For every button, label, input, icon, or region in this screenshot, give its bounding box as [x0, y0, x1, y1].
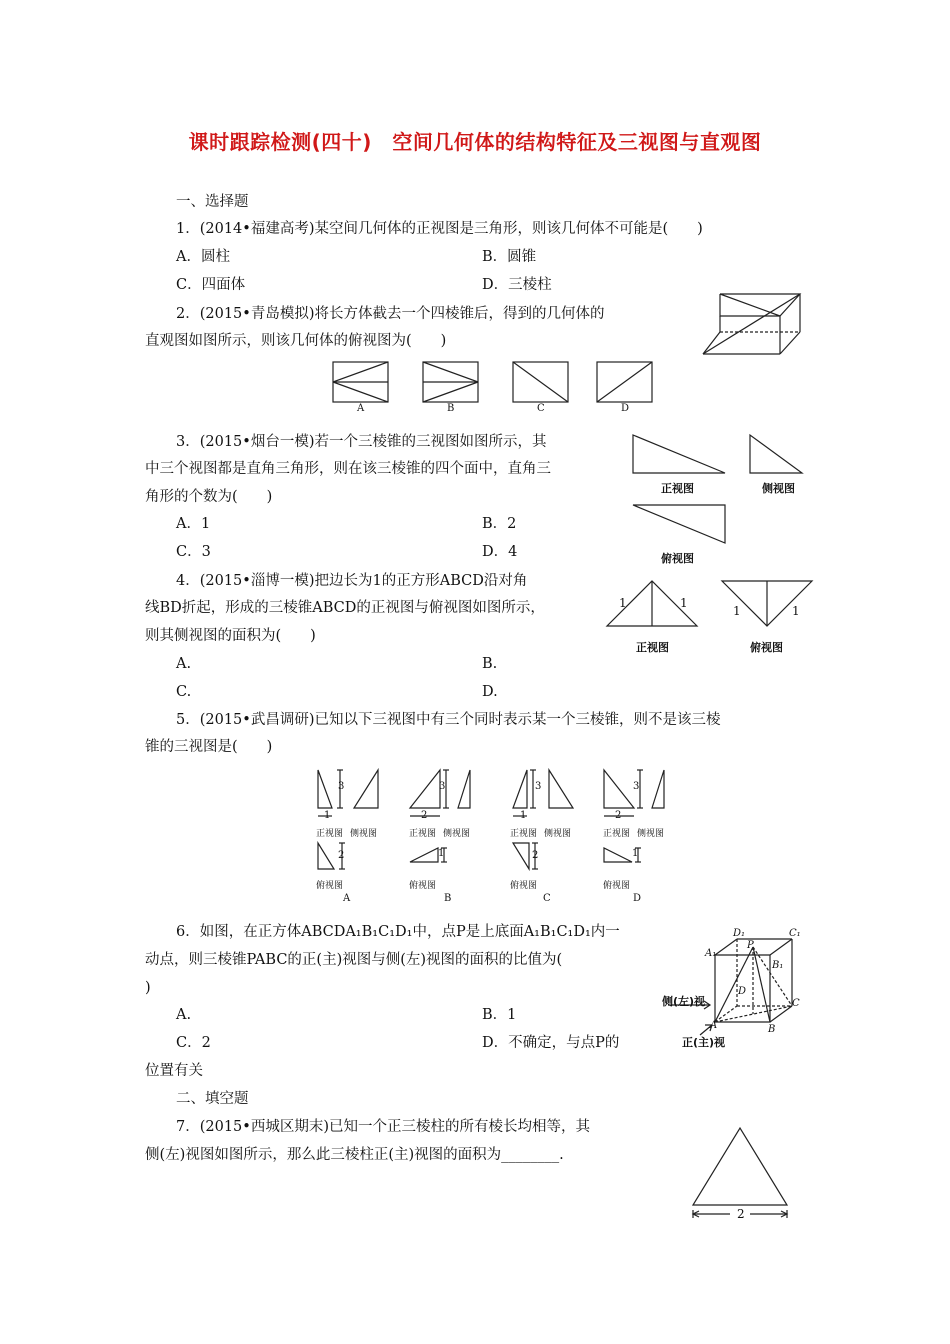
- q2-option-c-figure: [513, 362, 568, 402]
- q4-line1: 4．(2015•淄博一模)把边长为1的正方形ABCD沿对角: [176, 573, 528, 589]
- q3-option-a: A．1: [176, 516, 211, 532]
- q5-b-depth: 1: [438, 848, 445, 859]
- q2-label-d: D: [621, 403, 630, 414]
- q1-option-d: D．三棱柱: [482, 277, 552, 293]
- section-fill: 二、填空题: [176, 1091, 249, 1107]
- q2-label-b: B: [447, 403, 455, 414]
- q6-option-d-cont: 位置有关: [145, 1063, 203, 1079]
- q5-d-width: 2: [615, 810, 622, 821]
- q6-pt-b: B: [768, 1024, 776, 1035]
- q5-d-front-cap: 正视图: [603, 829, 631, 839]
- q4-front-side-left: 1: [619, 596, 627, 610]
- q6-pt-c1: C₁: [789, 928, 801, 939]
- q6-pt-a: A: [710, 1020, 718, 1031]
- q3-front-view-figure: [633, 435, 728, 475]
- q1-option-c: C．四面体: [176, 277, 246, 293]
- q7-base-dimension: 2: [737, 1207, 745, 1221]
- q5-line1: 5．(2015•武昌调研)已知以下三视图中有三个同时表示某一个三棱锥，则不是该三棱: [176, 712, 721, 728]
- q2-option-a-figure: [333, 362, 388, 402]
- q6-line3: ): [145, 980, 151, 996]
- q4-top-side-left: 1: [733, 604, 741, 618]
- q4-option-b: B.: [482, 656, 498, 672]
- q5-b-width: 2: [421, 810, 428, 821]
- q4-front-side-right: 1: [680, 596, 688, 610]
- q5-b-top-cap: 俯视图: [409, 881, 437, 891]
- q5-c-top-cap: 俯视图: [510, 881, 538, 891]
- q5-line2: 锥的三视图是( ): [145, 739, 273, 755]
- q4-option-d: D.: [482, 684, 498, 700]
- q4-line2: 线BD折起，形成的三棱锥ABCD的正视图与俯视图如图所示，: [145, 600, 545, 616]
- q6-line1: 6．如图，在正方体ABCDA₁B₁C₁D₁中，点P是上底面A₁B₁C₁D₁内一: [176, 924, 620, 940]
- q3-side-caption: 侧视图: [762, 482, 795, 495]
- q4-front-caption: 正视图: [636, 641, 669, 654]
- q5-d-height: 3: [633, 781, 640, 792]
- q5-a-depth: 2: [338, 850, 345, 861]
- q3-top-caption: 俯视图: [661, 552, 694, 565]
- q5-a-top-cap: 俯视图: [316, 881, 344, 891]
- q4-line3: 则其侧视图的面积为( ): [145, 628, 316, 644]
- q1-option-a: A．圆柱: [176, 249, 230, 265]
- q3-line3: 角形的个数为( ): [145, 489, 273, 505]
- q5-c-side-cap: 侧视图: [544, 829, 572, 839]
- q5-c-height: 3: [535, 781, 542, 792]
- q3-side-view-figure: [750, 435, 805, 475]
- q5-a-height: 3: [338, 781, 345, 792]
- q4-top-caption: 俯视图: [750, 641, 783, 654]
- q5-d-top-cap: 俯视图: [603, 881, 631, 891]
- q6-pt-b1: B₁: [772, 960, 784, 971]
- q3-line1: 3．(2015•烟台一模)若一个三棱锥的三视图如图所示，其: [176, 434, 547, 450]
- q5-label-c: C: [543, 893, 551, 904]
- q1-option-b: B．圆锥: [482, 249, 537, 265]
- q3-option-c: C．3: [176, 544, 211, 560]
- q5-a-width: 1: [324, 810, 331, 821]
- q6-pt-c: C: [792, 998, 800, 1009]
- q2-line2: 直观图如图所示，则该几何体的俯视图为( ): [145, 333, 447, 349]
- q2-label-a: A: [357, 403, 365, 414]
- q1-stem: 1．(2014•福建高考)某空间几何体的正视图是三角形，则该几何体不可能是( ): [176, 221, 703, 237]
- q3-front-caption: 正视图: [661, 482, 694, 495]
- q3-line2: 中三个视图都是直角三角形，则在该三棱锥的四个面中，直角三: [145, 461, 551, 477]
- q6-option-a: A.: [176, 1007, 192, 1023]
- q5-a-side-cap: 侧视图: [350, 829, 378, 839]
- q6-cube-figure: [660, 925, 810, 1050]
- q6-pt-p: P: [747, 940, 754, 951]
- q2-label-c: C: [537, 403, 545, 414]
- q4-option-c: C.: [176, 684, 192, 700]
- q5-b-front-cap: 正视图: [409, 829, 437, 839]
- q2-option-d-figure: [597, 362, 652, 402]
- q5-a-front-cap: 正视图: [316, 829, 344, 839]
- q5-d-depth: 1: [632, 848, 639, 859]
- q7-line1: 7．(2015•西城区期末)已知一个正三棱柱的所有棱长均相等，其: [176, 1119, 590, 1135]
- q4-top-side-right: 1: [792, 604, 800, 618]
- q5-c-depth: 2: [532, 850, 539, 861]
- q3-option-d: D．4: [482, 544, 518, 560]
- q5-d-side-cap: 侧视图: [637, 829, 665, 839]
- q6-option-c: C．2: [176, 1035, 211, 1051]
- q6-pt-d: D: [738, 986, 747, 997]
- q2-line1: 2．(2015•青岛模拟)将长方体截去一个四棱锥后，得到的几何体的: [176, 306, 605, 322]
- q5-label-a: A: [343, 893, 351, 904]
- q3-option-b: B．2: [482, 516, 517, 532]
- q3-top-view-figure: [633, 505, 728, 545]
- q5-label-b: B: [444, 893, 452, 904]
- q6-line2: 动点，则三棱锥PABC的正(主)视图与侧(左)视图的面积的比值为(: [145, 952, 563, 968]
- q4-option-a: A.: [176, 656, 192, 672]
- q6-front-view-label: 正(主)视: [682, 1036, 726, 1049]
- q2-solid-figure: [700, 290, 805, 360]
- q6-side-view-label: 侧(左)视: [662, 995, 706, 1008]
- q5-c-front-cap: 正视图: [510, 829, 538, 839]
- q6-option-b: B．1: [482, 1007, 517, 1023]
- q5-b-side-cap: 侧视图: [443, 829, 471, 839]
- q5-b-height: 3: [439, 781, 446, 792]
- q7-line2: 侧(左)视图如图所示，那么此三棱柱正(主)视图的面积为________.: [145, 1147, 564, 1163]
- q5-label-d: D: [633, 893, 642, 904]
- q2-option-b-figure: [423, 362, 478, 402]
- q6-pt-a1: A₁: [705, 948, 717, 959]
- section-choice: 一、选择题: [176, 194, 249, 210]
- page-title: 课时跟踪检测(四十) 空间几何体的结构特征及三视图与直观图: [188, 130, 762, 154]
- q5-c-width: 1: [520, 810, 527, 821]
- q6-pt-d1: D₁: [733, 928, 746, 939]
- q6-option-d: D．不确定，与点P的: [482, 1035, 620, 1051]
